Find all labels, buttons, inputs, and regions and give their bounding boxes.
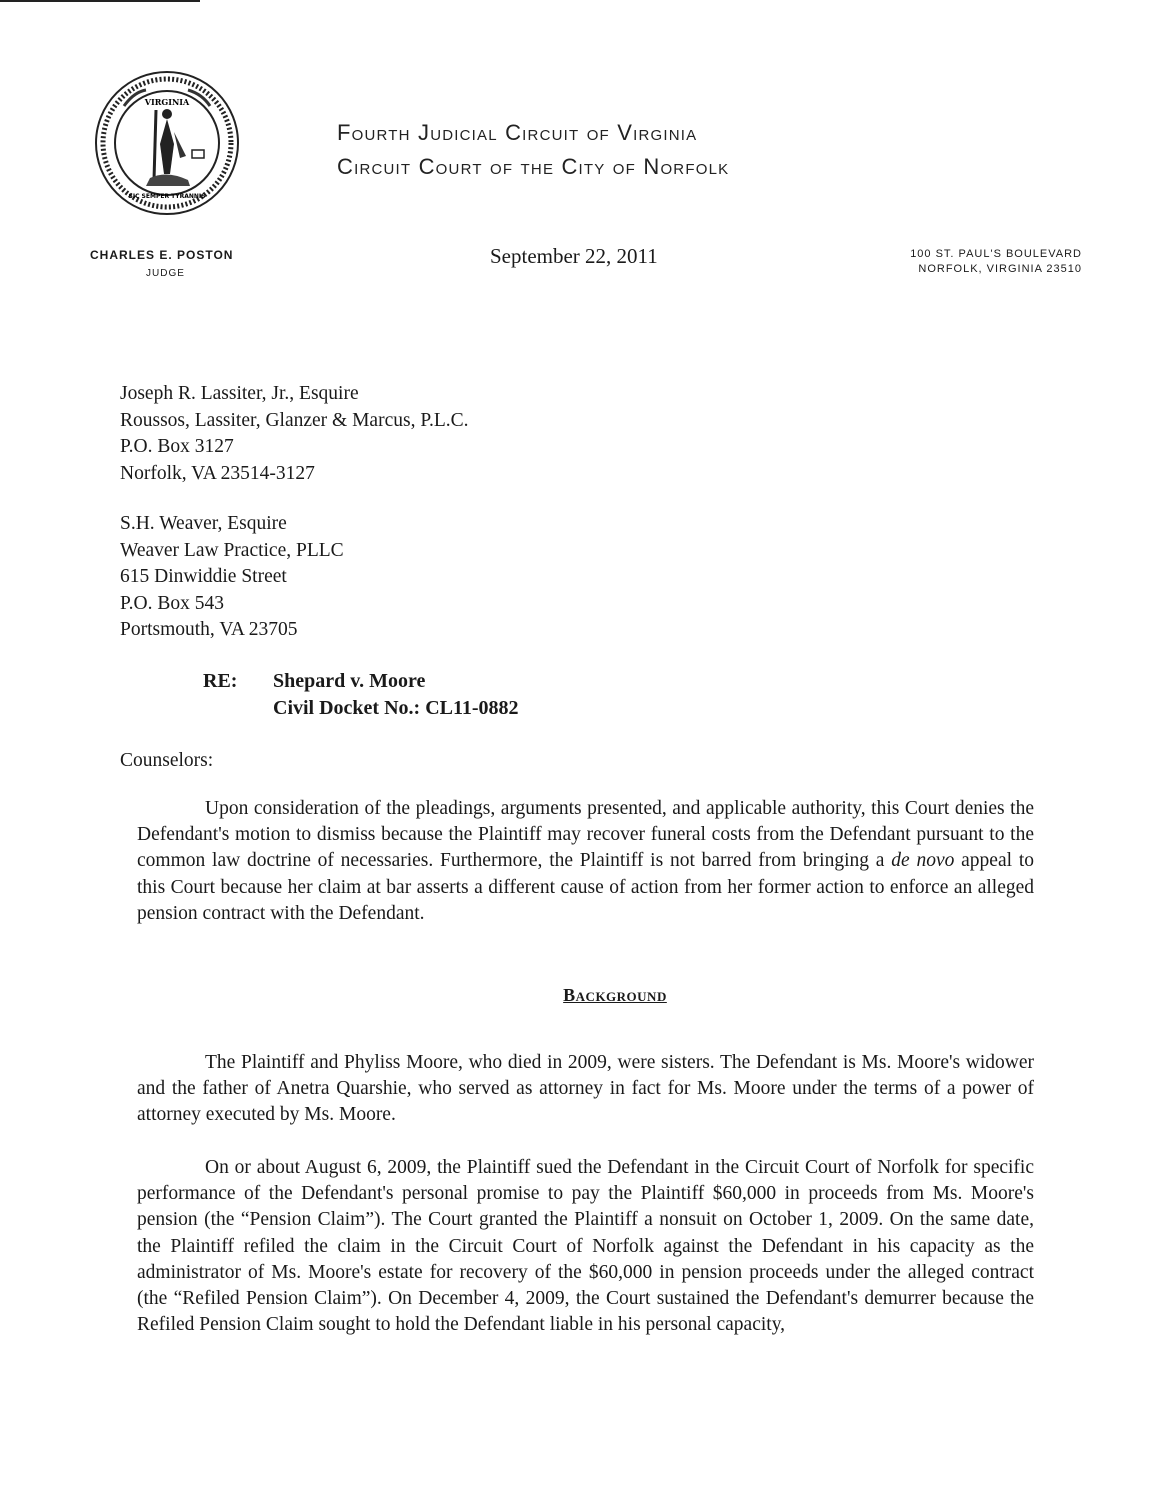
recipient-1-line: Norfolk, VA 23514-3127	[120, 462, 315, 484]
intro-text-1: Upon consideration of the pleadings, arguments presented, and applicable authority, this Court denies the Defendant's motion to dismiss because the Plaintiff may recover funeral costs from the Defendant pursuant to the common law doctrine of necessaries. Furthermore, the Plaintiff is not barred from bringing a	[137, 798, 1034, 872]
scan-edge-mark	[0, 0, 200, 2]
virginia-seal-icon	[94, 70, 240, 216]
recipient-1	[120, 381, 640, 487]
judge-block	[90, 248, 280, 279]
court-line-2: Circuit Court of the City of Norfolk	[337, 154, 730, 179]
recipient-2-line: S.H. Weaver, Esquire	[120, 513, 287, 534]
re-case: Shepard v. Moore	[273, 670, 426, 692]
court-address-line-2: NORFOLK, VIRGINIA 23510	[918, 263, 1082, 275]
section-heading-text: Background	[563, 985, 667, 1005]
salutation: Counselors:	[120, 750, 214, 771]
recipient-2-line: P.O. Box 543	[120, 592, 225, 614]
intro-paragraph	[137, 796, 1034, 927]
seal-text: VIRGINIA	[144, 97, 190, 107]
recipient-2-line: Weaver Law Practice, PLLC	[120, 539, 344, 561]
court-line-1: Fourth Judicial Circuit of Virginia	[337, 120, 698, 145]
intro-text-2: appeal to this Court because her claim at bar asserts a different cause of action from her former action to enforce an alleged pension contract with the Defendant.	[137, 850, 1034, 924]
recipient-1-line: Roussos, Lassiter, Glanzer & Marcus, P.L.C.	[120, 409, 469, 431]
recipient-1-line: P.O. Box 3127	[120, 436, 234, 457]
court-address	[872, 247, 1082, 277]
recipient-2	[120, 511, 640, 644]
re-label: RE:	[203, 670, 238, 692]
seal-motto: SIC SEMPER TYRANNIS	[128, 193, 206, 200]
background-paragraph-1: The Plaintiff and Phyliss Moore, who died in 2009, were sisters. The Defendant is Ms. Moore's widower and the father of Anetra Quarshie, who served as attorney in fact for Ms. Moore under the terms of a power of attorney executed by Ms. Moore.	[137, 1052, 1034, 1126]
recipient-2-line: 615 Dinwiddie Street	[120, 566, 287, 587]
recipient-2-line: Portsmouth, VA 23705	[120, 619, 298, 640]
court-address-line-1: 100 ST. PAUL'S BOULEVARD	[910, 248, 1082, 260]
court-letterhead	[337, 116, 957, 184]
re-docket: Civil Docket No.: CL11-0882	[273, 697, 519, 719]
judge-title: JUDGE	[146, 268, 185, 279]
judge-name: CHARLES E. POSTON	[90, 248, 234, 262]
recipient-1-line: Joseph R. Lassiter, Jr., Esquire	[120, 383, 359, 404]
intro-emphasis: de novo	[891, 850, 955, 872]
background-paragraph-2: On or about August 6, 2009, the Plaintiff sued the Defendant in the Circuit Court of Norfolk for specific performance of the Defendant's personal promise to pay the Plaintiff $60,000 in proceeds from Ms. Moore's pension (the “Pension Claim”). The Court granted the Plaintiff a nonsuit on October 1, 2009. On the same date, the Plaintiff refiled the claim in the Circuit Court of Norfolk against the Defendant in his capacity as the administrator of Ms. Moore's estate for recovery of the $60,000 in pension proceeds under the alleged contract (the “Refiled Pension Claim”). On December 4, 2009, the Court sustained the Defendant's demurrer because the Refiled Pension Claim sought to hold the Defendant liable in his personal capacity,	[137, 1157, 1034, 1336]
letter-date: September 22, 2011	[490, 244, 658, 268]
section-heading-background	[0, 985, 1156, 1006]
re-block	[203, 668, 519, 722]
